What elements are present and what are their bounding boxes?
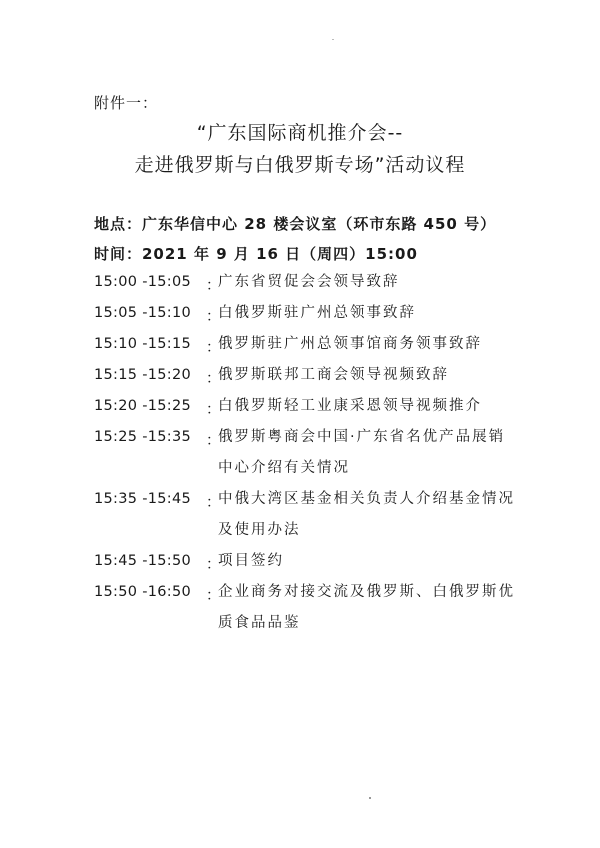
- agenda-separator: ：: [206, 433, 221, 449]
- agenda-time: 15:50 -16:50: [94, 584, 192, 600]
- agenda-description: 广东省贸促会会领导致辞: [218, 274, 400, 290]
- agenda-separator: ：: [206, 588, 221, 604]
- agenda-separator: ：: [206, 495, 221, 511]
- agenda-description: 白俄罗斯轻工业康采恩领导视频推介: [218, 398, 482, 414]
- agenda-time: 15:15 -15:20: [94, 367, 192, 383]
- agenda-time: 15:10 -15:15: [94, 336, 192, 352]
- event-location: 地点：广东华信中心 28 楼会议室（环市东路 450 号）: [94, 215, 497, 233]
- agenda-time: 15:20 -15:25: [94, 398, 192, 414]
- agenda-separator: ：: [206, 371, 221, 387]
- agenda-time: 15:35 -15:45: [94, 491, 192, 507]
- agenda-time: 15:45 -15:50: [94, 553, 192, 569]
- agenda-time: 15:25 -15:35: [94, 429, 192, 445]
- agenda-separator: ：: [206, 557, 221, 573]
- agenda-separator: ：: [206, 340, 221, 356]
- agenda-separator: ：: [206, 402, 221, 418]
- agenda-time: 15:00 -15:05: [94, 274, 192, 290]
- agenda-separator: ：: [206, 309, 221, 325]
- agenda-description: 俄罗斯驻广州总领事馆商务领事致辞: [218, 336, 482, 352]
- agenda-time: 15:05 -15:10: [94, 305, 192, 321]
- agenda-separator: ：: [206, 278, 221, 294]
- agenda-description: 俄罗斯粤商会中国·广东省名优产品展销中心介绍有关情况: [218, 429, 506, 476]
- event-time: 时间：2021 年 9 月 16 日（周四）15:00: [94, 245, 418, 263]
- attachment-label: 附件一：: [94, 94, 159, 112]
- scan-speck: [369, 797, 371, 799]
- agenda-description: 中俄大湾区基金相关负责人介绍基金情况及使用办法: [218, 491, 515, 538]
- agenda-description: 项目签约: [218, 553, 284, 569]
- agenda-description: 俄罗斯联邦工商会领导视频致辞: [218, 367, 449, 383]
- agenda-description: 白俄罗斯驻广州总领事致辞: [218, 305, 416, 321]
- title-line-1: “广东国际商机推介会--: [196, 122, 404, 144]
- scan-speck: [332, 39, 334, 40]
- title-line-2: 走进俄罗斯与白俄罗斯专场”活动议程: [134, 154, 466, 176]
- agenda-description: 企业商务对接交流及俄罗斯、白俄罗斯优质食品品鉴: [218, 584, 515, 631]
